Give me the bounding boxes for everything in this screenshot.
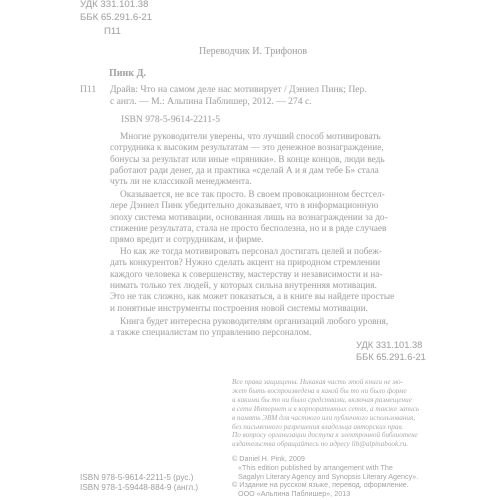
udk-code: УДК 331.101.38 (80, 0, 149, 10)
rights-line: Все права защищены. Никакая часть этой книги не мо- (232, 378, 403, 386)
annotation-line: Оказывается, не все так просто. В своем провокационном бестсел- (120, 190, 385, 200)
bbk-code-right: ББК 65.291.6-21 (356, 352, 426, 362)
annotation-line: сотрудника к высоким результатам — это денежное вознаграждение, (110, 143, 384, 154)
annotation-line: дать конкурентов? Нужно сделать акцент на природном стремлении (110, 258, 381, 269)
isbn-bottom-block (80, 473, 198, 493)
isbn-line: ISBN 978-1-59448-884-9 (англ.) (80, 483, 199, 493)
annotation-paragraph-1 (110, 132, 425, 189)
bibliographic-isbn: ISBN 978-5-9614-2211-5 (121, 114, 221, 125)
annotation-line: Это не так сложно, как может показаться, а в книге вы найдете простые (110, 292, 395, 303)
translator-line: Переводчик И. Трифонов (199, 46, 308, 57)
copyright-line: ООО «Альпина Паблишер», 2013 (238, 489, 351, 499)
copyright-line: Sagalyn Literary Agency and Synopsis Literary Agency». (238, 471, 419, 481)
annotation-line: Многие руководители уверены, что лучший способ мотивировать (120, 132, 381, 142)
rights-line: без письменного разрешения владельца авторских прав. (232, 422, 404, 431)
copyright-block (232, 455, 432, 499)
copyright-line: © Daniel H. Pink, 2009 (232, 454, 305, 463)
rights-line: издательства обращайтесь по адресу lib@alpinabook.ru. (232, 440, 409, 449)
bibliographic-line-1: Драйв: Что на самом деле нас мотивирует / Дэниел Пинк; Пер. (110, 84, 367, 95)
rights-line: в память ЭВМ для частного или публичного использования, (232, 413, 416, 422)
copyright-line: «This edition published by arrangement with The (238, 462, 393, 472)
annotation-line: нимать только тех людей, у которых сильна внутренняя мотивация. (110, 281, 377, 292)
copyright-line: © Издание на русском языке, перевод, оформление. (232, 480, 409, 490)
udk-code-right: УДК 331.101.38 (356, 340, 423, 350)
rights-line: По вопросу организации доступа к электронной библиотеке (232, 431, 418, 440)
annotation-line: каждого человека к совершенству, мастерству и независимости и на- (110, 269, 383, 280)
rights-notice (232, 378, 432, 449)
annotation-paragraph-4 (110, 317, 425, 340)
annotation-line: и понятные инструменты построения новой системы мотивации. (110, 303, 368, 314)
annotation-line: Но как же тогда мотивировать персонал достигать целей и побеж- (120, 247, 382, 257)
annotation-line: эпоху система мотивации, основанная лишь на вознаграждении за до- (110, 212, 388, 223)
bbk-code: ББК 65.291.6-21 (80, 12, 153, 23)
rights-line: и какими бы то ни было средствами, включая размещение (232, 395, 412, 404)
author-mark: П11 (104, 26, 121, 37)
author-heading: Пинк Д. (109, 68, 146, 79)
bibliographic-mark: П11 (80, 84, 97, 95)
bibliographic-line-2: с англ. — М.: Альпина Паблишер, 2012. — 274 с. (110, 96, 312, 107)
annotation-paragraph-3 (110, 247, 425, 315)
annotation-line: чуть ли не классикой менеджмента. (110, 177, 252, 188)
rights-line: жет быть воспроизведена в какой бы то ни было форме (232, 386, 407, 395)
annotation-line: Книга будет интересна руководителям организаций любого уровня, (120, 317, 389, 327)
rights-line: в сети Интернет и в корпоративных сетях, а также запись (232, 404, 420, 413)
annotation-line: прямо вредит и сотрудникам, и фирме. (110, 235, 264, 246)
annotation-line: бонусы за результат или иные «пряники». В конце концов, люди ведь (110, 154, 385, 165)
annotation-line: стижение результата, стала не просто бесполезна, но и в ряде случаев (110, 224, 387, 235)
isbn-line: ISBN 978-5-9614-2211-5 (рус.) (80, 473, 194, 482)
annotation-line: работают ради денег, да и практика «сделай А и я дам тебе Б» стала (110, 166, 379, 177)
annotation-paragraph-2 (110, 190, 425, 247)
annotation-line: а также специалистам по управлению персоналом. (110, 328, 312, 339)
annotation-line: лере Дэниел Пинк убедительно доказывает, что в информационную (110, 201, 379, 212)
